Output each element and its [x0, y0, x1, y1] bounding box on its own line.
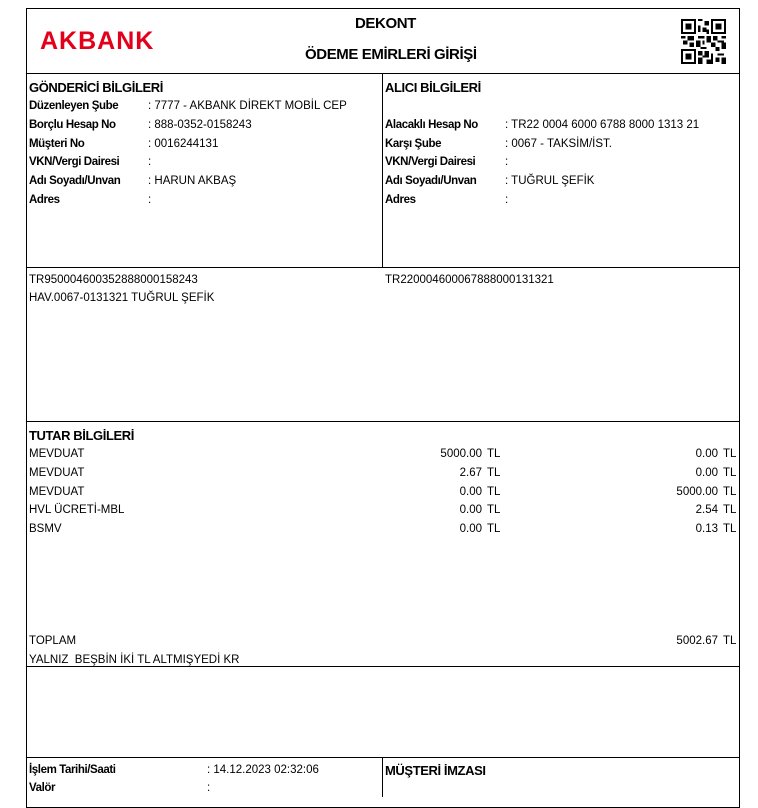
receiver-tax-label: VKN/Vergi Dairesi: [385, 156, 476, 168]
amount-credit: 0.00: [695, 467, 718, 479]
amount-row-label: HVL ÜCRETİ-MBL: [29, 504, 125, 516]
amount-debit-currency: TL: [487, 448, 501, 460]
sender-branch-value: : 7777 - AKBANK DİREKT MOBİL CEP: [148, 100, 347, 112]
transaction-datetime-value: : 14.12.2023 02:32:06: [207, 764, 319, 776]
transaction-datetime-label: İşlem Tarihi/Saati: [29, 764, 116, 776]
amount-row-label: BSMV: [29, 523, 62, 535]
amount-credit-currency: TL: [723, 448, 737, 460]
sender-account-label: Borçlu Hesap No: [29, 119, 116, 131]
amounts-section-title: TUTAR BİLGİLERİ: [29, 428, 134, 443]
sender-branch-label: Düzenleyen Şube: [29, 100, 119, 112]
sender-tax-value: :: [148, 156, 152, 168]
divider: [26, 73, 740, 74]
receiver-account-value: : TR22 0004 6000 6788 8000 1313 21: [505, 119, 700, 131]
amount-row-label: MEVDUAT: [29, 448, 85, 460]
customer-no-label: Müşteri No: [29, 138, 85, 150]
amount-debit: 0.00: [459, 504, 482, 516]
amount-debit-currency: TL: [487, 467, 501, 479]
amount-credit: 0.00: [695, 448, 718, 460]
receiver-tax-value: :: [505, 156, 509, 168]
receiver-name-label: Adı Soyadı/Unvan: [385, 175, 477, 187]
amount-debit: 2.67: [459, 467, 482, 479]
divider: [382, 757, 383, 797]
total-label: TOPLAM: [29, 635, 77, 647]
amount-debit-currency: TL: [487, 523, 501, 535]
amount-credit: 0.13: [695, 523, 718, 535]
sender-address-label: Adres: [29, 194, 60, 206]
amount-debit-currency: TL: [487, 504, 501, 516]
amount-debit-currency: TL: [487, 486, 501, 498]
receiver-address-value: :: [505, 194, 509, 206]
amount-debit: 0.00: [459, 486, 482, 498]
amount-credit-currency: TL: [723, 486, 737, 498]
sender-account-value: : 888-0352-0158243: [148, 119, 252, 131]
amount-row-label: MEVDUAT: [29, 486, 85, 498]
sender-name-value: : HARUN AKBAŞ: [148, 175, 237, 187]
amount-credit-currency: TL: [723, 467, 737, 479]
akbank-logo: AKBANK: [40, 27, 155, 55]
amount-credit: 2.54: [695, 504, 718, 516]
receiver-section-title: ALICI BİLGİLERİ: [385, 80, 481, 95]
amount-row-label: MEVDUAT: [29, 467, 85, 479]
qr-code-icon: [681, 19, 726, 64]
valor-label: Valör: [29, 782, 56, 794]
receiver-branch-value: : 0067 - TAKSİM/İST.: [505, 138, 612, 150]
receiver-account-label: Alacaklı Hesap No: [385, 119, 478, 131]
receiver-address-label: Adres: [385, 194, 416, 206]
divider: [26, 757, 740, 758]
sender-tax-label: VKN/Vergi Dairesi: [29, 156, 120, 168]
sender-name-label: Adı Soyadı/Unvan: [29, 175, 121, 187]
amount-debit: 0.00: [459, 523, 482, 535]
amount-credit-currency: TL: [723, 523, 737, 535]
amount-debit: 5000.00: [440, 448, 482, 460]
amount-credit-currency: TL: [723, 504, 737, 516]
valor-value: :: [207, 782, 211, 794]
document-title: DEKONT: [355, 15, 416, 32]
document-subtitle: ÖDEME EMİRLERİ GİRİŞİ: [305, 46, 477, 63]
receiver-iban: TR220004600067888000131321: [385, 274, 554, 286]
customer-signature-title: MÜŞTERİ İMZASI: [385, 763, 486, 778]
sender-section-title: GÖNDERİCİ BİLGİLERİ: [29, 80, 163, 95]
sender-address-value: :: [148, 194, 152, 206]
total-in-words: YALNIZ BEŞBİN İKİ TL ALTMIŞYEDİ KR: [29, 654, 240, 666]
total-currency: TL: [723, 635, 737, 647]
amount-credit: 5000.00: [676, 486, 718, 498]
transfer-note: HAV.0067-0131321 TUĞRUL ŞEFİK: [29, 292, 215, 304]
total-value: 5002.67: [676, 635, 718, 647]
divider: [382, 73, 383, 267]
receiver-name-value: : TUĞRUL ŞEFİK: [505, 175, 595, 187]
divider: [26, 267, 740, 268]
sender-iban: TR950004600352888000158243: [29, 274, 198, 286]
receiver-branch-label: Karşı Şube: [385, 138, 442, 150]
divider: [26, 421, 740, 422]
customer-no-value: : 0016244131: [148, 138, 219, 150]
